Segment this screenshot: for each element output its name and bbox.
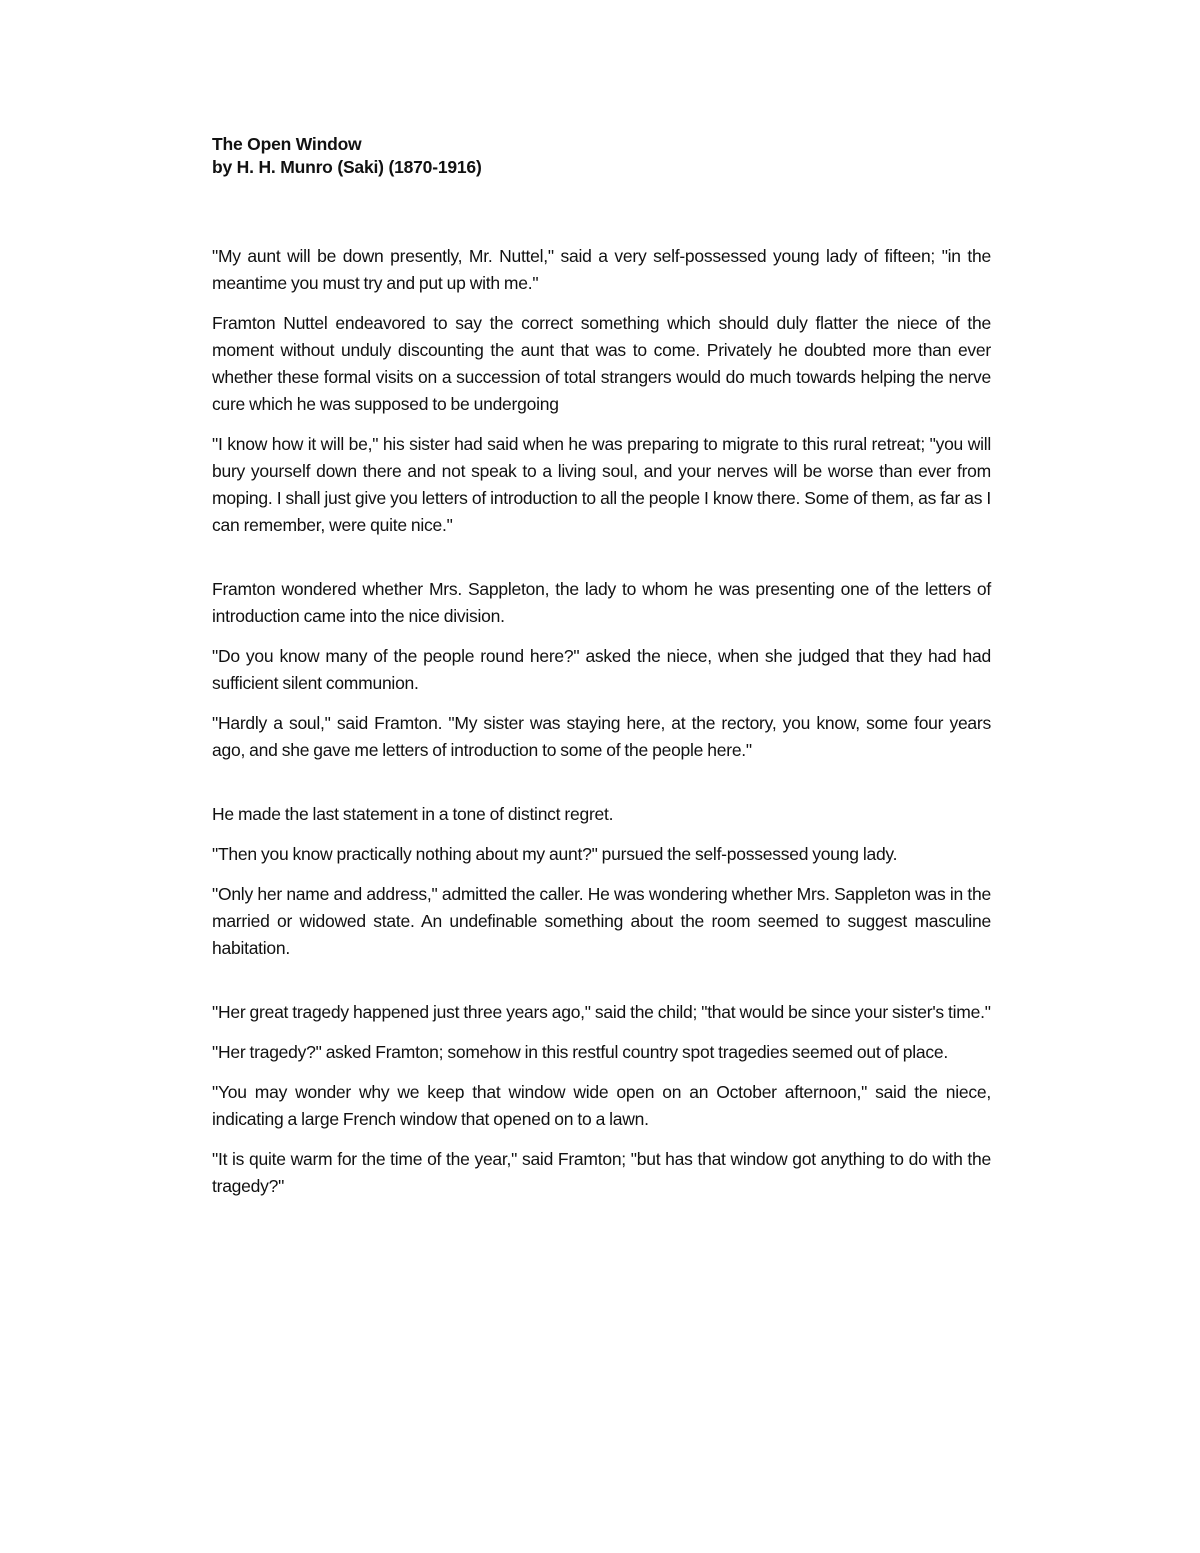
paragraph-11: "Her tragedy?" asked Framton; somehow in this restful country spot tragedies seemed out of place.: [212, 1042, 948, 1062]
document-byline: by H. H. Munro (Saki) (1870-1916): [212, 157, 482, 177]
paragraph-2: Framton Nuttel endeavored to say the correct something which should duly flatter the niece of the moment without unduly discounting the aunt that was to come. Privately he doubted more than ever whether these formal visits on a succession of total strangers would do much towards helping the nerve cure which he was supposed to be undergoing: [212, 313, 991, 414]
paragraph-10: "Her great tragedy happened just three years ago," said the child; "that would be since your sister's time.": [212, 1002, 991, 1022]
paragraph-9: "Only her name and address," admitted the caller. He was wondering whether Mrs. Sappleton was in the married or widowed state. An undefinable something about the room seemed to suggest masculine habitation.: [212, 884, 991, 958]
paragraph-6: "Hardly a soul," said Framton. "My sister was staying here, at the rectory, you know, some four years ago, and she gave me letters of introduction to some of the people here.": [212, 713, 991, 760]
paragraph-3: "I know how it will be," his sister had said when he was preparing to migrate to this rural retreat; "you will bury yourself down there and not speak to a living soul, and your nerves will be worse than ever from moping. I shall just give you letters of introduction to all the people I know there. Some of them, as far as I can remember, were quite nice.": [212, 434, 991, 535]
paragraph-1: "My aunt will be down presently, Mr. Nuttel," said a very self-possessed young lady of fifteen; "in the meantime you must try and put up with me.": [212, 246, 991, 293]
document-title: The Open Window: [212, 134, 362, 154]
paragraph-4: Framton wondered whether Mrs. Sappleton, the lady to whom he was presenting one of the letters of introduction came into the nice division.: [212, 579, 991, 626]
paragraph-13: "It is quite warm for the time of the year," said Framton; "but has that window got anything to do with the tragedy?": [212, 1149, 991, 1196]
paragraph-5: "Do you know many of the people round here?" asked the niece, when she judged that they had had sufficient silent communion.: [212, 646, 991, 693]
document-page: [212, 133, 991, 1213]
paragraph-12: "You may wonder why we keep that window wide open on an October afternoon," said the niece, indicating a large French window that opened on to a lawn.: [212, 1082, 991, 1129]
story-body: [212, 243, 991, 1200]
paragraph-7: He made the last statement in a tone of distinct regret.: [212, 804, 614, 824]
paragraph-8: "Then you know practically nothing about my aunt?" pursued the self-possessed young lady.: [212, 844, 898, 864]
title-block: [212, 133, 991, 179]
